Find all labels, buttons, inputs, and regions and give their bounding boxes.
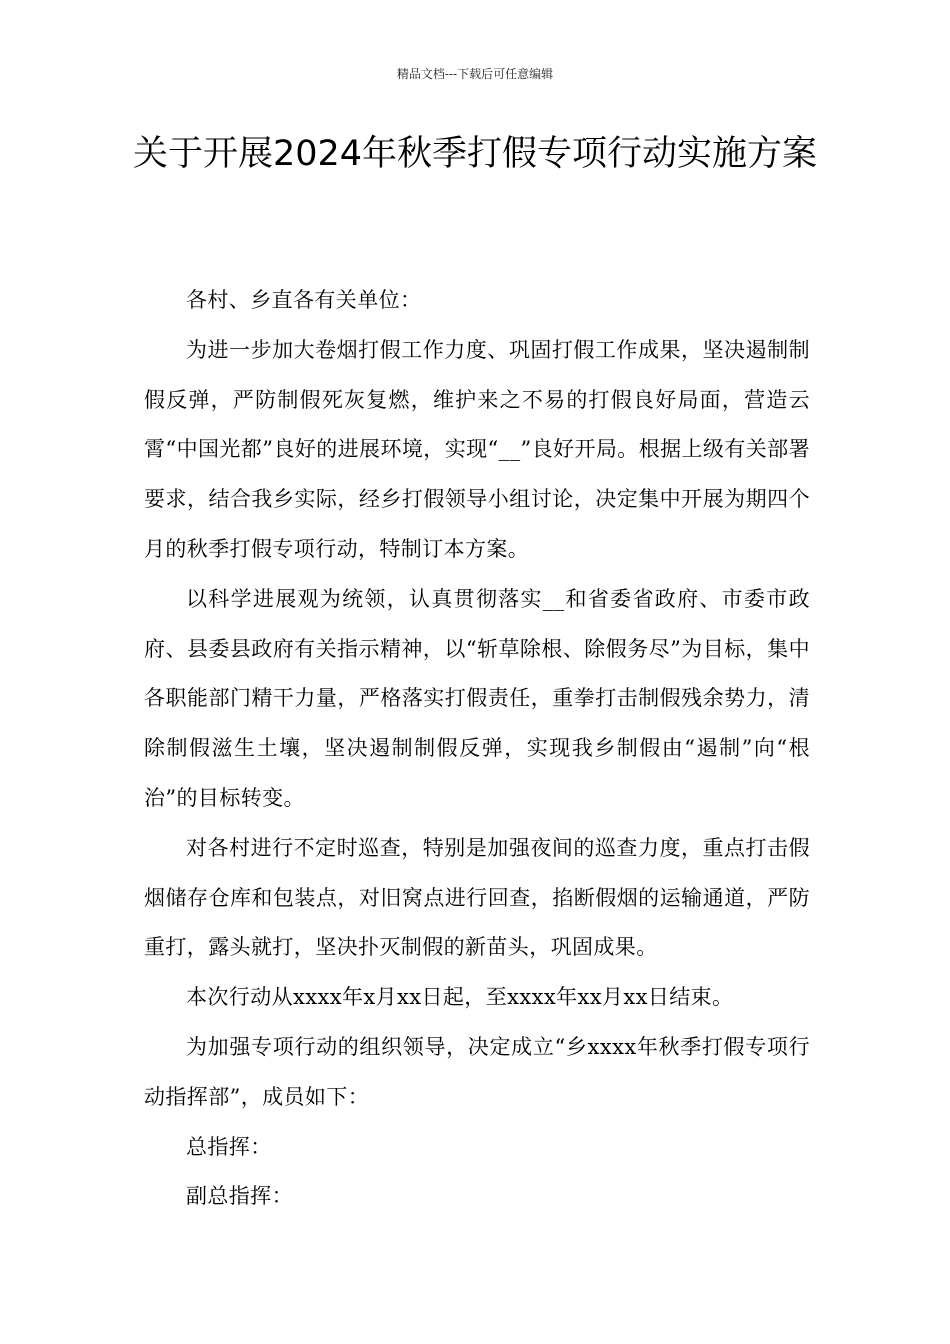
salutation: 各村、乡直各有关单位： xyxy=(186,288,422,312)
paragraph-background: 为进一步加大卷烟打假工作力度、巩固打假工作成果，坚决遏制制假反弹，严防制假死灰复燃，维护来之不易的打假良好局面，营造云霄“中国光都”良好的进展环境，实现“__”良好开局。根据上级有关部署要求，结合我乡实际，经乡打假领导小组讨论，决定集中开展为期四个月的秋季打假专项行动，特制订本方案。 xyxy=(144,337,810,561)
document-title: 关于开展2024年秋季打假专项行动实施方案 xyxy=(132,134,818,174)
paragraph-guiding-principle: 以科学进展观为统领，认真贯彻落实__和省委省政府、市委市政府、县委县政府有关指示精神，以“斩草除根、除假务尽”为目标，集中各职能部门精干力量，严格落实打假责任，重拳打击制假残余势力，清除制假滋生土壤，坚决遏制制假反弹，实现我乡制假由“遏制”向“根治”的目标转变。 xyxy=(144,586,810,810)
deputy-commander-line: 副总指挥： xyxy=(186,1184,293,1209)
document-body xyxy=(144,276,810,1222)
paragraph-time-period: 本次行动从xxxx年x月xx日起，至xxxx年xx月xx日结束。 xyxy=(186,985,734,1010)
paragraph-inspection: 对各村进行不定时巡查，特别是加强夜间的巡查力度，重点打击假烟储存仓库和包装点，对旧窝点进行回查，掐断假烟的运输通道，严防重打，露头就打，坚决扑灭制假的新苗头，巩固成果。 xyxy=(144,835,810,960)
paragraph-organization: 为加强专项行动的组织领导，决定成立“乡xxxx年秋季打假专项行动指挥部”，成员如下： xyxy=(144,1034,810,1109)
commander-line: 总指挥： xyxy=(186,1134,272,1159)
running-header: 精品文档---下载后可任意编辑 xyxy=(396,67,554,81)
